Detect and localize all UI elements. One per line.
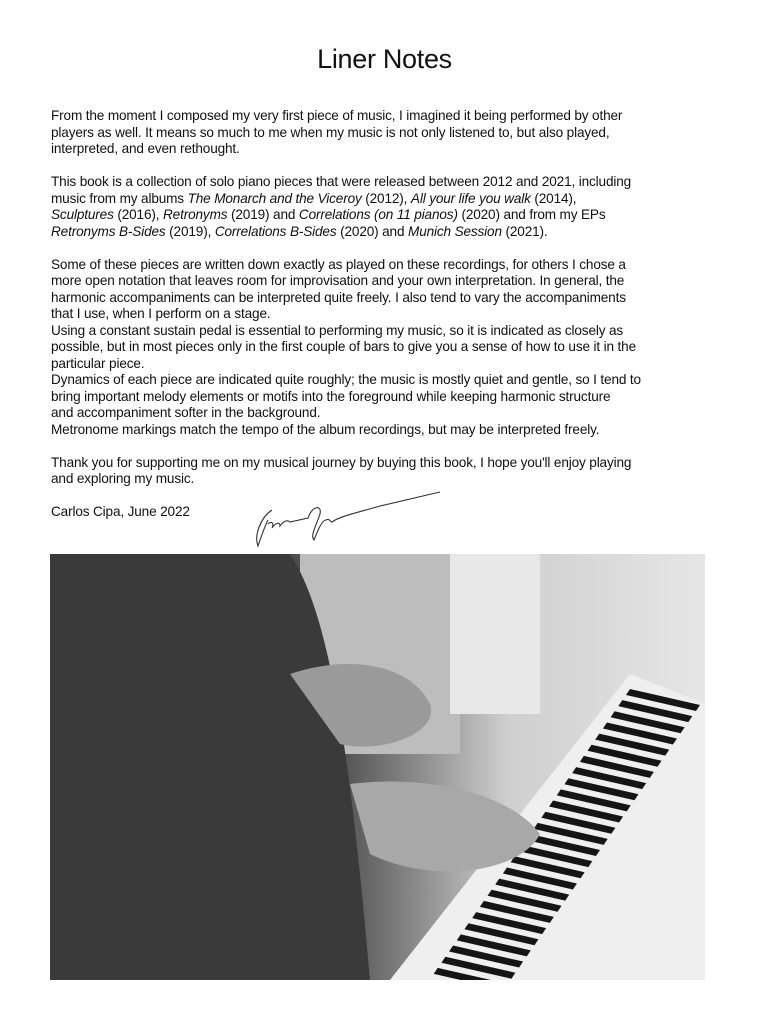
text-span: players as well. It means so much to me when my music is not only listened to, but also played, [51,124,610,140]
page-title: Liner Notes [317,44,452,74]
text-line [51,224,731,241]
text-span: bring important melody elements or motifs into the foreground while keeping harmonic structure [51,388,611,404]
text-line [51,422,731,439]
text-span: (2020) and from my EPs [457,207,606,222]
italic-title: Munich Session [408,223,502,239]
liner-notes-body [51,108,731,537]
text-span: music from my albums [51,190,188,206]
text-line [51,306,731,323]
text-span: and accompaniment softer in the background. [51,405,321,420]
text-span: particular piece. [51,355,145,371]
text-span: (2019), [165,223,215,239]
text-line [51,273,731,290]
signature-image [250,490,450,550]
paragraph [51,257,731,439]
text-span: (2016), [113,207,164,222]
text-line [51,339,731,356]
text-span: (2021). [501,223,548,239]
text-span: From the moment I composed my very first piece of music, I imagined it being performed by other [51,108,623,123]
text-line [51,405,731,422]
text-line [51,191,731,208]
paragraph [51,455,731,488]
paragraph [51,108,731,158]
text-line [51,290,731,307]
text-span: Thank you for supporting me on my musical journey by buying this book, I hope you'll enjoy playing [51,454,632,470]
italic-title: The Monarch and the Viceroy [187,190,362,206]
text-line [51,174,731,191]
text-line [51,125,731,142]
text-span: harmonic accompaniments can be interpreted quite freely. I also tend to vary the accompaniments [51,289,626,305]
text-span: and exploring my music. [51,471,195,486]
text-span: (2012), [361,190,411,206]
text-span: interpreted, and even rethought. [51,141,240,156]
text-span: (2014), [530,190,577,206]
pianist-photo [50,554,705,980]
text-span: Carlos Cipa, June 2022 [51,504,190,519]
text-line [51,372,731,389]
text-line [51,356,731,373]
text-line [51,141,731,158]
text-span: Some of these pieces are written down exactly as played on these recordings, for others I chose a [51,256,626,272]
text-span: Metronome markings match the tempo of the album recordings, but may be interpreted freely. [51,421,600,437]
italic-title: Retronyms [163,207,228,222]
text-line [51,389,731,406]
text-line [51,108,731,125]
italic-title: Correlations B-Sides [214,223,337,239]
text-line [51,471,731,488]
text-line [51,257,731,274]
paragraph [51,174,731,240]
text-span: Using a constant sustain pedal is essential to performing my music, so it is indicated as closely as [51,322,624,338]
text-span: Dynamics of each piece are indicated quite roughly; the music is mostly quiet and gentle, so I tend to [51,372,641,387]
text-line [51,207,731,224]
text-span: possible, but in most pieces only in the first couple of bars to give you a sense of how to use it in the [51,339,636,354]
text-span: (2019) and [227,207,299,222]
text-line [51,323,731,340]
italic-title: All your life you walk [410,190,531,206]
text-span: that I use, when I perform on a stage. [51,306,271,321]
text-span: This book is a collection of solo piano pieces that were released between 2012 and 2021, including [51,174,632,189]
italic-title: Sculptures [51,207,114,222]
italic-title: Correlations (on 11 pianos) [298,207,458,222]
text-span: more open notation that leaves room for improvisation and your own interpretation. In general, the [51,273,625,288]
italic-title: Retronyms B-Sides [51,223,166,239]
text-line [51,455,731,472]
text-span: (2020) and [336,223,409,239]
